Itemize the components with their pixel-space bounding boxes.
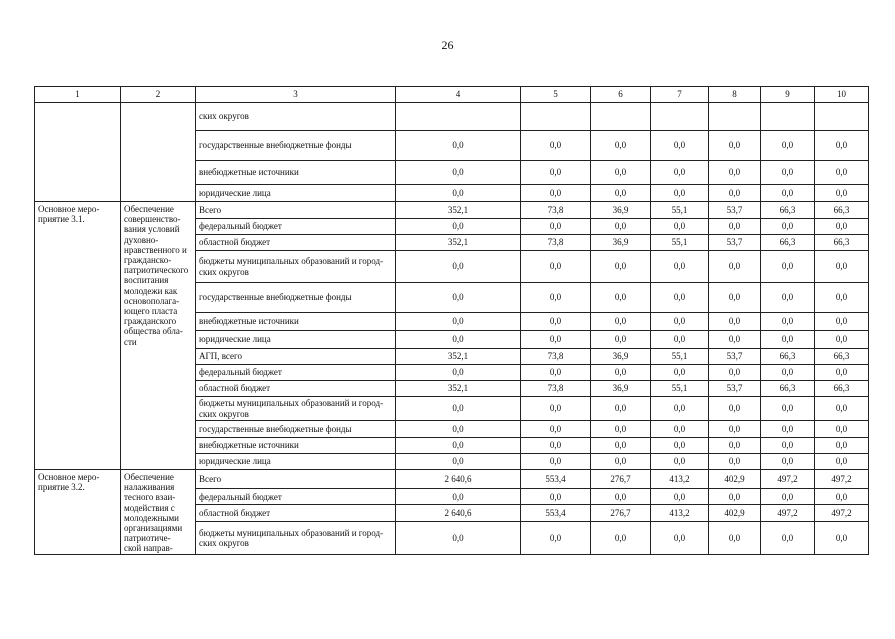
value-cell: 66,3 bbox=[761, 381, 815, 397]
value-cell: 0,0 bbox=[815, 161, 869, 185]
value-cell: 73,8 bbox=[521, 349, 591, 365]
value-cell: 0,0 bbox=[591, 313, 651, 331]
value-cell: 2 640,6 bbox=[396, 470, 521, 489]
table-row bbox=[35, 470, 869, 489]
activity-name: Основное меро- приятие 3.2. bbox=[38, 472, 100, 493]
value-cell bbox=[761, 103, 815, 131]
value-cell: 0,0 bbox=[651, 365, 709, 381]
value-cell: 0,0 bbox=[591, 489, 651, 505]
value-cell: 0,0 bbox=[396, 421, 521, 438]
value-cell: 0,0 bbox=[761, 397, 815, 421]
value-cell: 0,0 bbox=[761, 283, 815, 313]
value-cell: 413,2 bbox=[651, 505, 709, 522]
value-cell: 0,0 bbox=[591, 438, 651, 454]
value-cell: 0,0 bbox=[591, 131, 651, 161]
value-cell: 276,7 bbox=[591, 470, 651, 489]
value-cell: 53,7 bbox=[709, 349, 761, 365]
value-cell: 0,0 bbox=[521, 161, 591, 185]
value-cell: 0,0 bbox=[761, 489, 815, 505]
value-cell: 36,9 bbox=[591, 349, 651, 365]
value-cell: 73,8 bbox=[521, 381, 591, 397]
value-cell: 0,0 bbox=[521, 331, 591, 349]
value-cell bbox=[815, 103, 869, 131]
value-cell: 0,0 bbox=[815, 454, 869, 470]
value-cell: 0,0 bbox=[761, 438, 815, 454]
table-row bbox=[35, 202, 869, 219]
value-cell: 0,0 bbox=[815, 489, 869, 505]
value-cell: 66,3 bbox=[761, 202, 815, 219]
value-cell: 0,0 bbox=[521, 522, 591, 554]
funding-source: областной бюджет bbox=[196, 505, 396, 522]
value-cell: 0,0 bbox=[396, 397, 521, 421]
value-cell: 0,0 bbox=[651, 454, 709, 470]
value-cell: 0,0 bbox=[521, 438, 591, 454]
value-cell: 0,0 bbox=[651, 283, 709, 313]
value-cell: 0,0 bbox=[591, 161, 651, 185]
value-cell: 0,0 bbox=[761, 421, 815, 438]
activity-name-cell bbox=[35, 202, 121, 470]
value-cell: 66,3 bbox=[815, 202, 869, 219]
value-cell: 0,0 bbox=[709, 251, 761, 283]
value-cell: 2 640,6 bbox=[396, 505, 521, 522]
page-number: 26 bbox=[441, 38, 454, 52]
value-cell: 66,3 bbox=[761, 235, 815, 251]
value-cell: 0,0 bbox=[815, 331, 869, 349]
value-cell: 0,0 bbox=[521, 365, 591, 381]
activity-description: Обеспечение совершенство- вания условий духовно- нравственного и гражданско- патриотического воспитания молодежи как основополага- ющего пласта гражданского общества обла- сти bbox=[124, 204, 189, 347]
value-cell: 36,9 bbox=[591, 235, 651, 251]
value-cell: 0,0 bbox=[815, 131, 869, 161]
value-cell: 0,0 bbox=[651, 161, 709, 185]
funding-source: внебюджетные источники bbox=[196, 438, 396, 454]
value-cell: 0,0 bbox=[761, 313, 815, 331]
value-cell: 0,0 bbox=[396, 283, 521, 313]
value-cell: 0,0 bbox=[521, 283, 591, 313]
value-cell: 0,0 bbox=[761, 454, 815, 470]
funding-source: Всего bbox=[196, 470, 396, 489]
value-cell: 0,0 bbox=[521, 421, 591, 438]
value-cell: 66,3 bbox=[815, 381, 869, 397]
table-row bbox=[35, 103, 869, 131]
value-cell: 0,0 bbox=[396, 331, 521, 349]
value-cell: 497,2 bbox=[815, 505, 869, 522]
value-cell: 0,0 bbox=[651, 421, 709, 438]
value-cell: 0,0 bbox=[761, 365, 815, 381]
value-cell: 66,3 bbox=[761, 349, 815, 365]
value-cell: 55,1 bbox=[651, 202, 709, 219]
value-cell: 55,1 bbox=[651, 235, 709, 251]
value-cell: 0,0 bbox=[761, 251, 815, 283]
value-cell: 0,0 bbox=[591, 185, 651, 202]
value-cell: 0,0 bbox=[761, 185, 815, 202]
value-cell: 0,0 bbox=[709, 313, 761, 331]
activity-description-cell bbox=[121, 470, 196, 555]
value-cell: 0,0 bbox=[709, 489, 761, 505]
value-cell: 0,0 bbox=[709, 185, 761, 202]
funding-source: бюджеты муниципальных образований и город- ских округов bbox=[196, 397, 396, 421]
value-cell: 0,0 bbox=[396, 313, 521, 331]
value-cell: 413,2 bbox=[651, 470, 709, 489]
value-cell: 0,0 bbox=[396, 438, 521, 454]
column-header: 8 bbox=[709, 87, 761, 103]
value-cell: 553,4 bbox=[521, 505, 591, 522]
activity-name-cell bbox=[35, 103, 121, 202]
value-cell: 0,0 bbox=[761, 219, 815, 235]
column-header: 4 bbox=[396, 87, 521, 103]
funding-source: внебюджетные источники bbox=[196, 313, 396, 331]
value-cell: 0,0 bbox=[591, 454, 651, 470]
funding-source: ских округов bbox=[196, 103, 396, 131]
value-cell: 402,9 bbox=[709, 470, 761, 489]
value-cell: 66,3 bbox=[815, 349, 869, 365]
value-cell: 0,0 bbox=[815, 421, 869, 438]
value-cell: 0,0 bbox=[761, 522, 815, 554]
value-cell: 0,0 bbox=[709, 331, 761, 349]
value-cell: 352,1 bbox=[396, 202, 521, 219]
value-cell: 0,0 bbox=[521, 454, 591, 470]
value-cell: 0,0 bbox=[815, 522, 869, 554]
value-cell: 0,0 bbox=[521, 489, 591, 505]
funding-source: юридические лица bbox=[196, 331, 396, 349]
value-cell: 0,0 bbox=[396, 161, 521, 185]
value-cell: 553,4 bbox=[521, 470, 591, 489]
column-header: 3 bbox=[196, 87, 396, 103]
column-header: 5 bbox=[521, 87, 591, 103]
funding-source: федеральный бюджет bbox=[196, 365, 396, 381]
funding-source: государственные внебюджетные фонды bbox=[196, 283, 396, 313]
value-cell: 0,0 bbox=[815, 438, 869, 454]
value-cell: 0,0 bbox=[591, 219, 651, 235]
value-cell: 0,0 bbox=[709, 365, 761, 381]
column-header: 7 bbox=[651, 87, 709, 103]
value-cell bbox=[651, 103, 709, 131]
activity-description-cell bbox=[121, 202, 196, 470]
value-cell: 55,1 bbox=[651, 349, 709, 365]
budget-table bbox=[34, 86, 869, 555]
value-cell: 0,0 bbox=[521, 131, 591, 161]
value-cell: 0,0 bbox=[521, 251, 591, 283]
value-cell: 53,7 bbox=[709, 381, 761, 397]
value-cell: 0,0 bbox=[521, 397, 591, 421]
value-cell: 0,0 bbox=[521, 219, 591, 235]
value-cell bbox=[591, 103, 651, 131]
value-cell: 0,0 bbox=[651, 251, 709, 283]
value-cell: 0,0 bbox=[591, 331, 651, 349]
value-cell: 0,0 bbox=[815, 251, 869, 283]
value-cell: 0,0 bbox=[396, 219, 521, 235]
value-cell: 0,0 bbox=[651, 219, 709, 235]
value-cell bbox=[521, 103, 591, 131]
funding-source: государственные внебюджетные фонды bbox=[196, 131, 396, 161]
value-cell: 0,0 bbox=[709, 219, 761, 235]
value-cell: 352,1 bbox=[396, 349, 521, 365]
value-cell: 0,0 bbox=[761, 131, 815, 161]
value-cell: 352,1 bbox=[396, 235, 521, 251]
column-header: 1 bbox=[35, 87, 121, 103]
header-row bbox=[35, 87, 869, 103]
value-cell: 0,0 bbox=[591, 251, 651, 283]
value-cell: 36,9 bbox=[591, 381, 651, 397]
funding-source: юридические лица bbox=[196, 454, 396, 470]
value-cell: 497,2 bbox=[761, 505, 815, 522]
funding-source: юридические лица bbox=[196, 185, 396, 202]
value-cell: 0,0 bbox=[521, 313, 591, 331]
value-cell: 0,0 bbox=[709, 421, 761, 438]
column-header: 2 bbox=[121, 87, 196, 103]
value-cell: 0,0 bbox=[591, 283, 651, 313]
value-cell: 36,9 bbox=[591, 202, 651, 219]
value-cell: 0,0 bbox=[815, 313, 869, 331]
value-cell: 0,0 bbox=[651, 185, 709, 202]
funding-source: внебюджетные источники bbox=[196, 161, 396, 185]
funding-source: федеральный бюджет bbox=[196, 489, 396, 505]
column-header: 6 bbox=[591, 87, 651, 103]
value-cell: 352,1 bbox=[396, 381, 521, 397]
value-cell: 0,0 bbox=[815, 365, 869, 381]
value-cell bbox=[396, 103, 521, 131]
value-cell: 0,0 bbox=[815, 283, 869, 313]
value-cell: 0,0 bbox=[591, 365, 651, 381]
value-cell: 0,0 bbox=[815, 397, 869, 421]
value-cell: 0,0 bbox=[709, 438, 761, 454]
value-cell: 0,0 bbox=[709, 397, 761, 421]
activity-name-cell bbox=[35, 470, 121, 555]
value-cell: 0,0 bbox=[651, 131, 709, 161]
value-cell: 0,0 bbox=[709, 522, 761, 554]
value-cell: 0,0 bbox=[651, 522, 709, 554]
value-cell: 402,9 bbox=[709, 505, 761, 522]
value-cell bbox=[709, 103, 761, 131]
value-cell: 0,0 bbox=[709, 131, 761, 161]
value-cell: 0,0 bbox=[396, 185, 521, 202]
value-cell: 0,0 bbox=[761, 161, 815, 185]
activity-name: Основное меро- приятие 3.1. bbox=[38, 204, 100, 225]
value-cell: 0,0 bbox=[651, 489, 709, 505]
value-cell: 0,0 bbox=[396, 365, 521, 381]
value-cell: 0,0 bbox=[396, 489, 521, 505]
funding-source: федеральный бюджет bbox=[196, 219, 396, 235]
value-cell: 0,0 bbox=[396, 131, 521, 161]
value-cell: 55,1 bbox=[651, 381, 709, 397]
activity-description-cell bbox=[121, 103, 196, 202]
activity-description: Обеспечение налаживания тесного взаи- модействия с молодежными организациями патриотиче- ской направ- bbox=[124, 472, 183, 554]
value-cell: 0,0 bbox=[521, 185, 591, 202]
value-cell: 53,7 bbox=[709, 202, 761, 219]
value-cell: 0,0 bbox=[651, 331, 709, 349]
value-cell: 73,8 bbox=[521, 202, 591, 219]
value-cell: 0,0 bbox=[709, 283, 761, 313]
value-cell: 0,0 bbox=[396, 251, 521, 283]
funding-source: областной бюджет bbox=[196, 381, 396, 397]
funding-source: бюджеты муниципальных образований и город- ских округов bbox=[196, 522, 396, 554]
value-cell: 0,0 bbox=[591, 421, 651, 438]
column-header: 10 bbox=[815, 87, 869, 103]
value-cell: 0,0 bbox=[761, 331, 815, 349]
value-cell: 0,0 bbox=[591, 522, 651, 554]
value-cell: 0,0 bbox=[709, 454, 761, 470]
funding-source: государственные внебюджетные фонды bbox=[196, 421, 396, 438]
value-cell: 53,7 bbox=[709, 235, 761, 251]
value-cell: 497,2 bbox=[815, 470, 869, 489]
value-cell: 276,7 bbox=[591, 505, 651, 522]
value-cell: 66,3 bbox=[815, 235, 869, 251]
value-cell: 0,0 bbox=[591, 397, 651, 421]
value-cell: 0,0 bbox=[396, 454, 521, 470]
value-cell: 0,0 bbox=[815, 185, 869, 202]
funding-source: бюджеты муниципальных образований и город- ских округов bbox=[196, 251, 396, 283]
value-cell: 0,0 bbox=[815, 219, 869, 235]
value-cell: 0,0 bbox=[651, 397, 709, 421]
value-cell: 0,0 bbox=[396, 522, 521, 554]
value-cell: 0,0 bbox=[709, 161, 761, 185]
value-cell: 497,2 bbox=[761, 470, 815, 489]
funding-source: областной бюджет bbox=[196, 235, 396, 251]
value-cell: 0,0 bbox=[651, 438, 709, 454]
column-header: 9 bbox=[761, 87, 815, 103]
value-cell: 0,0 bbox=[651, 313, 709, 331]
funding-source: Всего bbox=[196, 202, 396, 219]
funding-source: АГП, всего bbox=[196, 349, 396, 365]
value-cell: 73,8 bbox=[521, 235, 591, 251]
